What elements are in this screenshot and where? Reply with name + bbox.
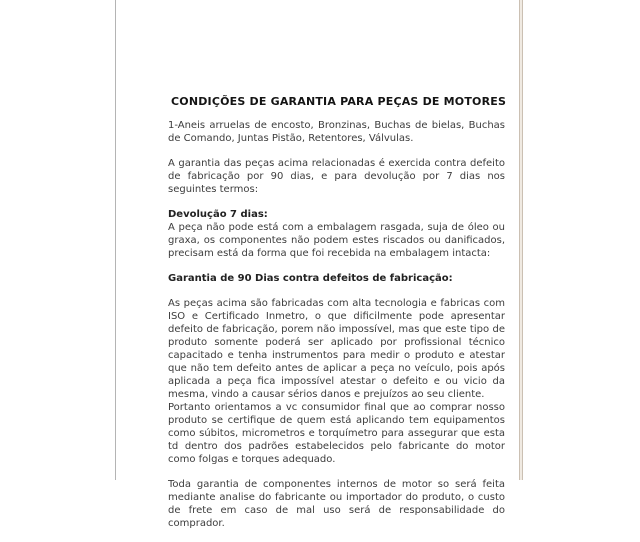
garantia-90-dias-heading: Garantia de 90 Dias contra defeitos de fabricação: bbox=[168, 273, 453, 284]
page-right-border bbox=[519, 0, 523, 480]
devolucao-body-paragraph: A peça não pode está com a embalagem rasgada, suja de óleo ou graxa, os componentes não podem estes riscados ou danificados, precisam está da forma que foi recebida na embalagem intacta: bbox=[168, 222, 505, 259]
devolucao-section bbox=[168, 208, 505, 260]
devolucao-heading: Devolução 7 dias: bbox=[168, 209, 268, 220]
document-body bbox=[168, 95, 505, 542]
frete-responsabilidade-paragraph: Toda garantia de componentes internos de motor so será feita mediante analise do fabricante ou importador do produto, o custo de frete em caso de mal uso será de responsabilidade do comprador. bbox=[168, 479, 505, 529]
parts-list-paragraph: 1-Aneis arruelas de encosto, Bronzinas, Buchas de bielas, Buchas de Comando, Juntas Pistão, Retentores, Válvulas. bbox=[168, 120, 505, 144]
page-left-border bbox=[115, 0, 116, 480]
warranty-intro-paragraph: A garantia das peças acima relacionadas é exercida contra defeito de fabricação por 90 dias, e para devolução por 7 dias nos seguintes termos: bbox=[168, 158, 505, 195]
garantia-90-dias-body-paragraph: As peças acima são fabricadas com alta tecnologia e fabricas com ISO e Certificado Inmetro, o que dificilmente pode apresentar defeito de fabricação, porem não impossível, mas que este tipo de produto somente poderá ser aplicado por profissional técnico capacitado e tenha instrumentos para medir o produto e atestar que não tem defeito antes de aplicar a peça no veículo, pois após aplicada a peça fica impossível atestar o defeito e ou vicio da mesma, vindo a causar sérios danos e prejuízos ao seu cliente. bbox=[168, 298, 505, 400]
orientacao-consumidor-paragraph: Portanto orientamos a vc consumidor final que ao comprar nosso produto se certifique de quem está aplicando tem equipamentos como súbitos, micrometros e torquímetro para assegurar que esta td dentro dos padrões estabelecidos pelo fabricante do motor como folgas e torques adequado. bbox=[168, 402, 505, 465]
garantia-90-dias-section bbox=[168, 297, 505, 466]
document-title: CONDIÇÕES DE GARANTIA PARA PEÇAS DE MOTORES bbox=[171, 95, 507, 108]
